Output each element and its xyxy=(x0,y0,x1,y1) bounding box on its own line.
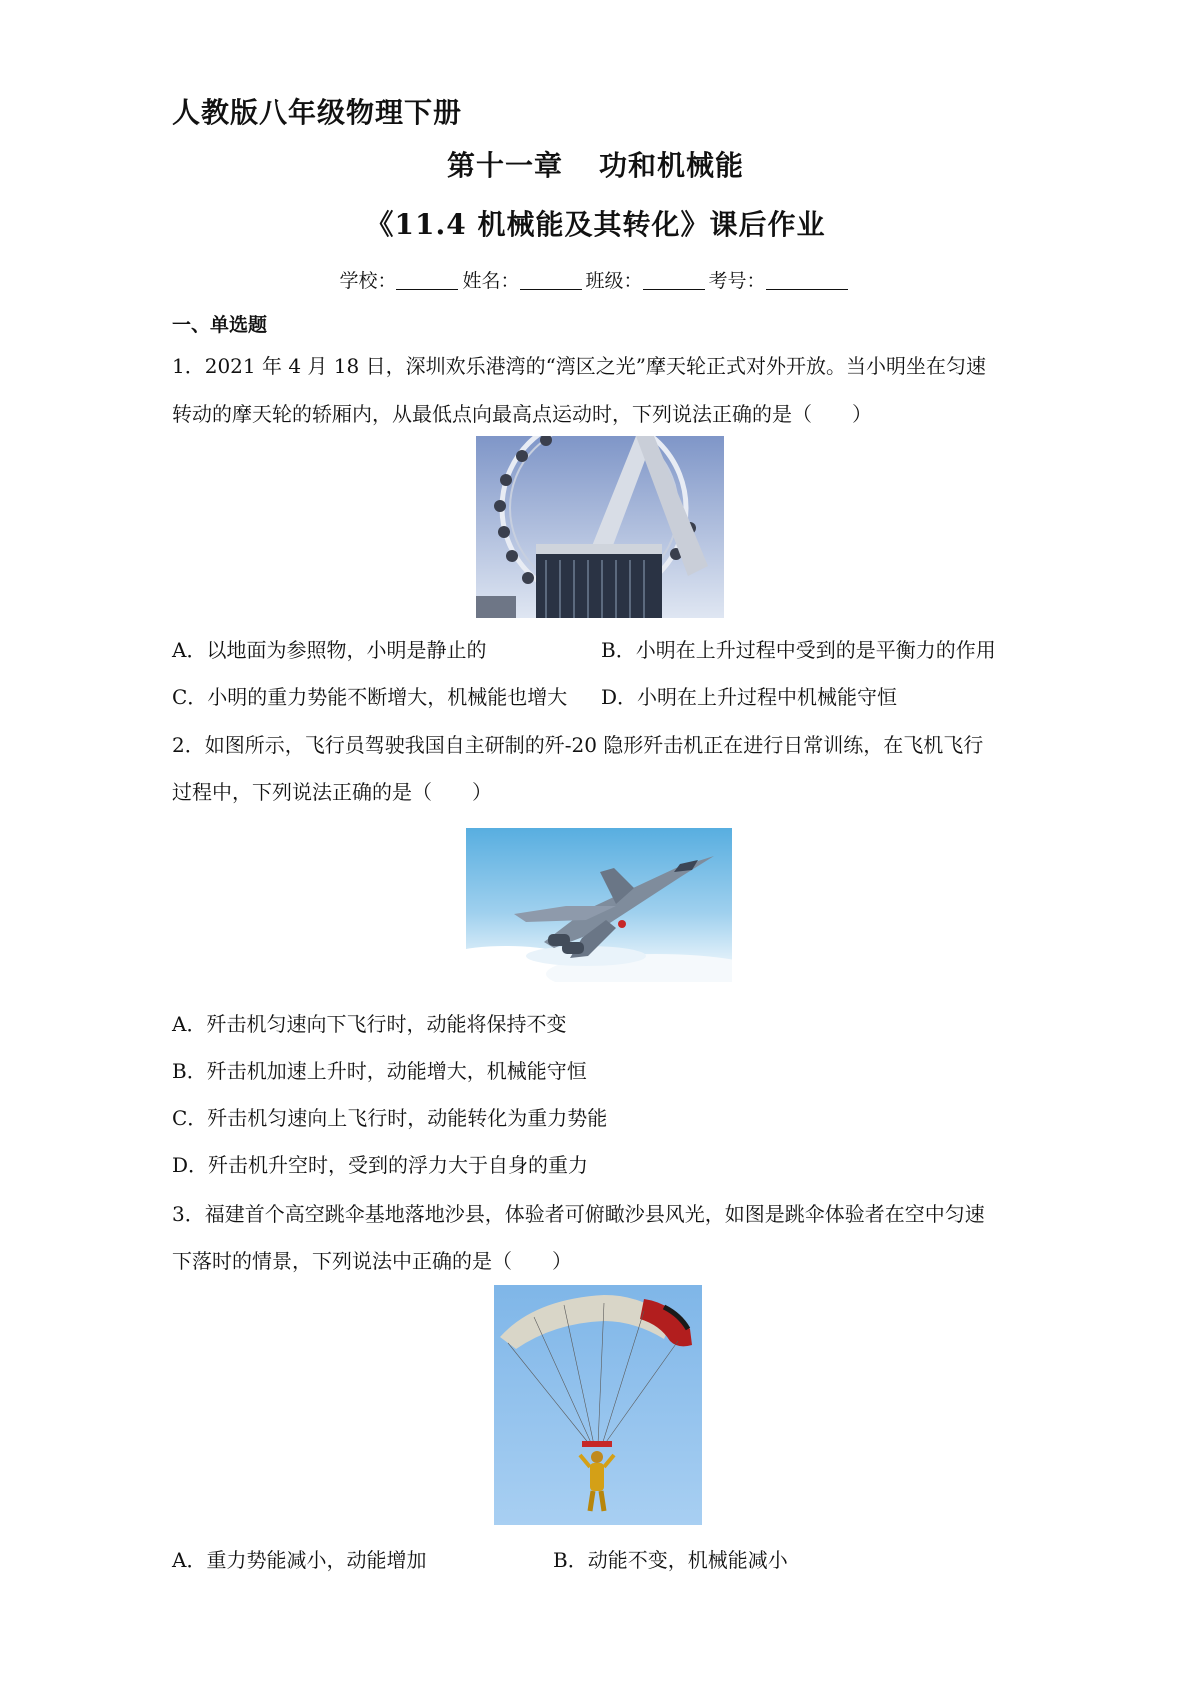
lesson-title: 《11.4 机械能及其转化》课后作业 xyxy=(365,208,826,241)
q2-stem-line-1: 2．如图所示，飞行员驾驶我国自主研制的歼-20 隐形歼击机正在进行日常训练，在飞机飞行 xyxy=(172,733,984,757)
q1-option-a[interactable]: A．以地面为参照物，小明是静止的 xyxy=(172,638,487,662)
q2-option-c[interactable]: C．歼击机匀速向上飞行时，动能转化为重力势能 xyxy=(172,1106,608,1130)
name-blank[interactable] xyxy=(520,271,582,290)
school-blank[interactable] xyxy=(396,271,458,290)
class-blank[interactable] xyxy=(643,271,705,290)
q1-option-b[interactable]: B．小明在上升过程中受到的是平衡力的作用 xyxy=(601,638,996,662)
q1-stem-line-2: 转动的摩天轮的轿厢内，从最低点向最高点运动时，下列说法正确的是（ ） xyxy=(172,402,872,426)
q1-option-c[interactable]: C．小明的重力势能不断增大，机械能也增大 xyxy=(172,685,568,709)
q3-stem-line-2: 下落时的情景，下列说法中正确的是（ ） xyxy=(172,1249,572,1273)
student-info-line xyxy=(0,266,1191,293)
q3-stem-line-1: 3．福建首个高空跳伞基地落地沙县，体验者可俯瞰沙县风光，如图是跳伞体验者在空中匀速 xyxy=(172,1202,985,1226)
name-label: 姓名： xyxy=(462,270,520,292)
chapter-title xyxy=(0,144,1191,184)
exam-no-label: 考号： xyxy=(708,270,766,292)
q1-stem-line-1: 1．2021 年 4 月 18 日，深圳欢乐港湾的“湾区之光”摩天轮正式对外开放。当小明坐在匀速 xyxy=(172,354,987,378)
q2-option-a[interactable]: A．歼击机匀速向下飞行时，动能将保持不变 xyxy=(172,1012,567,1036)
section-title: 一、单选题 xyxy=(172,314,268,336)
fighter-jet-image xyxy=(466,828,732,982)
class-label: 班级： xyxy=(585,270,643,292)
q2-stem-line-2: 过程中，下列说法正确的是（ ） xyxy=(172,780,492,804)
q3-option-b[interactable]: B．动能不变，机械能减小 xyxy=(553,1548,788,1572)
q3-option-a[interactable]: A．重力势能减小，动能增加 xyxy=(172,1548,427,1572)
chapter-name: 功和机械能 xyxy=(599,149,745,182)
q2-option-d[interactable]: D．歼击机升空时，受到的浮力大于自身的重力 xyxy=(172,1153,589,1177)
school-label: 学校： xyxy=(339,270,397,292)
exam-no-blank[interactable] xyxy=(766,271,848,290)
q1-option-d[interactable]: D．小明在上升过程中机械能守恒 xyxy=(601,685,898,709)
ferris-wheel-image xyxy=(476,436,724,618)
chapter-number: 第十一章 xyxy=(446,149,563,182)
book-title: 人教版八年级物理下册 xyxy=(172,96,463,129)
parachute-image xyxy=(494,1285,702,1525)
q2-option-b[interactable]: B．歼击机加速上升时，动能增大，机械能守恒 xyxy=(172,1059,587,1083)
